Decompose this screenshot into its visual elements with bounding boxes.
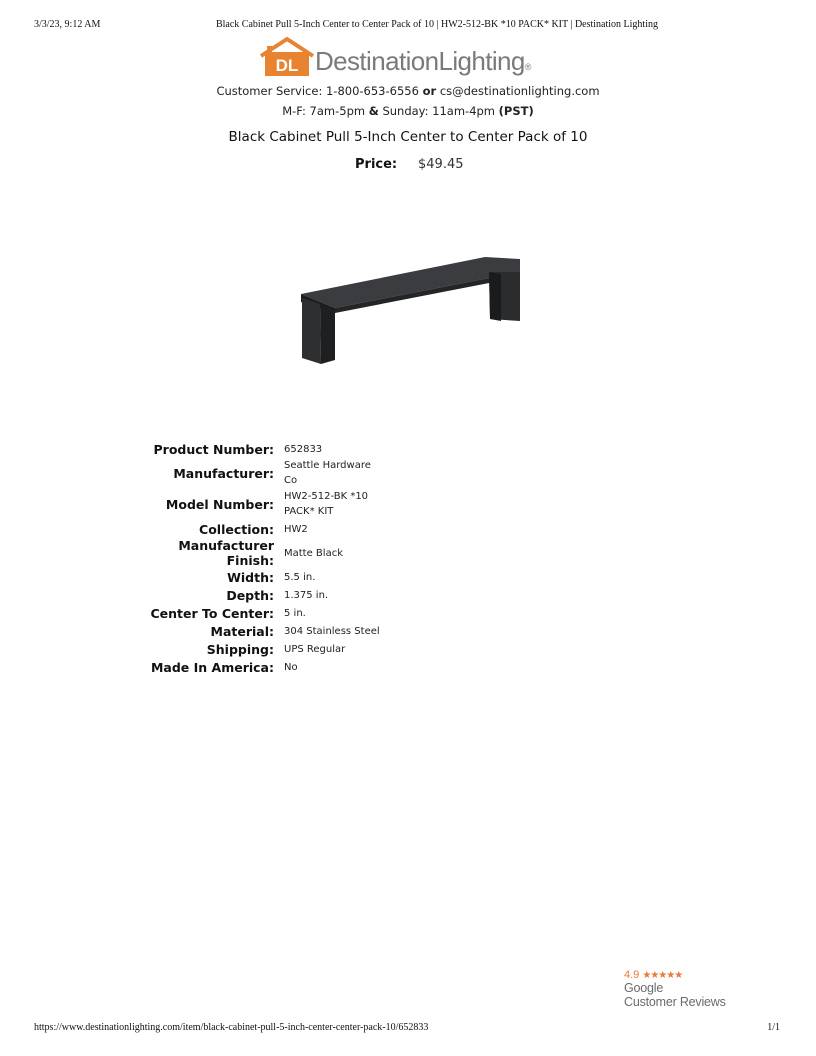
price-label: Price: [355,157,398,172]
spec-value: 652833 [284,443,323,455]
print-page-title: Black Cabinet Pull 5-Inch Center to Center Pack of 10 | HW2-512-BK *10 PACK* KIT | Destination Lighting [215,19,658,30]
spec-label: Shipping: [206,641,274,657]
spec-value: Matte Black [284,547,343,559]
customer-service-email[interactable]: cs@destinationlighting.com [439,84,600,98]
spec-value: 5.5 in. [284,571,316,583]
google-reviews-badge[interactable] [624,969,744,1009]
spec-label: Model Number: [165,496,274,512]
spec-label: Depth: [226,587,274,603]
spec-label: Center To Center: [150,605,274,621]
spec-table [140,440,400,676]
weekday-hours: M-F: 7am-5pm [282,104,366,118]
spec-value: HW2-512-BK *10 PACK* KIT [284,491,369,517]
spec-value: No [284,661,298,673]
spec-row-width [140,568,400,586]
spec-label: Made In America: [150,659,274,675]
price-row [0,157,816,177]
timezone: (PST) [498,104,534,118]
google-brand: Google [624,981,664,995]
spec-row-made-in-america [140,658,400,676]
spec-label: Manufacturer Finish: [178,538,274,568]
product-title: Black Cabinet Pull 5-Inch Center to Center Pack of 10 [228,129,588,145]
print-footer [34,1022,780,1036]
contact-or: or [422,84,437,98]
spec-row-manufacturer [140,458,400,488]
spec-value: 5 in. [284,607,306,619]
business-hours-line [0,104,816,118]
spec-label: Width: [227,569,274,585]
price-value: $49.45 [418,157,464,172]
spec-value: Seattle Hardware Co [284,460,371,486]
logo-monogram: DL [275,56,299,75]
customer-service-phone: Customer Service: 1-800-653-6556 [216,84,419,98]
hours-ampersand: & [368,104,379,118]
spec-value: 1.375 in. [284,589,329,601]
spec-row-product-number [140,440,400,458]
spec-row-material [140,622,400,640]
spec-value: HW2 [284,523,308,535]
rating-value: 4.9 [624,969,640,981]
house-logo-icon [259,37,315,79]
brand-name: DestinationLighting [315,46,525,76]
spec-label: Collection: [199,521,274,537]
spec-row-finish [140,538,400,568]
logo-wordmark [315,46,531,77]
spec-row-center-to-center [140,604,400,622]
destination-lighting-logo[interactable] [259,37,569,83]
print-datetime: 3/3/23, 9:12 AM [34,19,101,30]
cabinet-pull-image [293,250,523,370]
spec-row-collection [140,520,400,538]
spec-value: UPS Regular [284,643,346,655]
spec-label: Product Number: [153,441,274,457]
page-url[interactable]: https://www.destinationlighting.com/item/black-cabinet-pull-5-inch-center-center-pack-10/652833 [34,1022,429,1033]
page-count: 1/1 [767,1022,780,1033]
customer-service-line [0,84,816,98]
spec-row-shipping [140,640,400,658]
star-rating-icon: ★★★★★ [642,970,683,981]
spec-label: Manufacturer: [173,465,274,481]
spec-row-depth [140,586,400,604]
spec-label: Material: [210,623,274,639]
registered-mark: ® [524,62,531,72]
spec-value: 304 Stainless Steel [284,625,380,637]
review-rating [624,969,744,981]
customer-reviews-label: Customer Reviews [624,995,726,1009]
spec-row-model-number [140,488,400,520]
sunday-hours: Sunday: 11am-4pm [382,104,496,118]
print-header [34,19,780,33]
